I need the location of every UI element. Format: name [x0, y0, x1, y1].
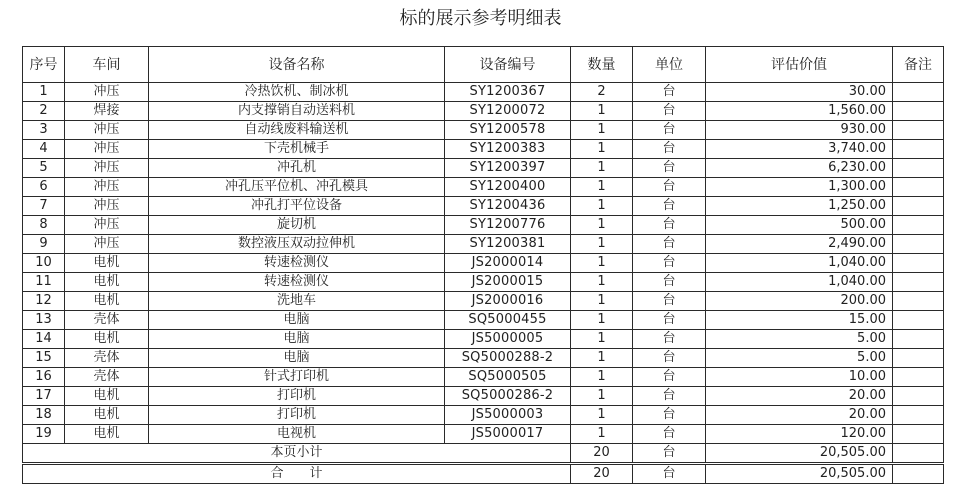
cell-workshop: 冲压 [65, 197, 149, 216]
cell-qty: 1 [571, 273, 633, 292]
cell-value: 500.00 [706, 216, 893, 235]
cell-qty: 1 [571, 349, 633, 368]
cell-code: SQ5000505 [445, 368, 571, 387]
cell-qty: 1 [571, 425, 633, 444]
cell-name: 电脑 [149, 330, 445, 349]
cell-note [893, 159, 944, 178]
cell-value: 6,230.00 [706, 159, 893, 178]
cell-unit: 台 [633, 159, 706, 178]
table-row [23, 330, 944, 349]
cell-code: JS2000014 [445, 254, 571, 273]
cell-code: JS5000017 [445, 425, 571, 444]
cell-unit: 台 [633, 121, 706, 140]
cell-note [893, 178, 944, 197]
cell-workshop: 壳体 [65, 349, 149, 368]
cell-no: 10 [23, 254, 65, 273]
cell-workshop: 冲压 [65, 216, 149, 235]
cell-note [893, 235, 944, 254]
total-note [893, 464, 944, 484]
cell-value: 30.00 [706, 83, 893, 102]
cell-value: 930.00 [706, 121, 893, 140]
cell-code: JS2000015 [445, 273, 571, 292]
subtotal-qty: 20 [571, 444, 633, 464]
cell-name: 下壳机械手 [149, 140, 445, 159]
subtotal-row [23, 444, 944, 464]
cell-qty: 1 [571, 387, 633, 406]
cell-code: SY1200397 [445, 159, 571, 178]
cell-workshop: 电机 [65, 387, 149, 406]
cell-code: JS5000005 [445, 330, 571, 349]
header-code: 设备编号 [445, 47, 571, 83]
total-qty: 20 [571, 464, 633, 484]
cell-qty: 2 [571, 83, 633, 102]
cell-value: 1,300.00 [706, 178, 893, 197]
cell-no: 5 [23, 159, 65, 178]
cell-unit: 台 [633, 330, 706, 349]
cell-qty: 1 [571, 159, 633, 178]
cell-code: SQ5000288-2 [445, 349, 571, 368]
cell-qty: 1 [571, 216, 633, 235]
cell-value: 2,490.00 [706, 235, 893, 254]
cell-name: 冲孔机 [149, 159, 445, 178]
cell-unit: 台 [633, 406, 706, 425]
cell-code: SY1200383 [445, 140, 571, 159]
cell-workshop: 电机 [65, 273, 149, 292]
cell-note [893, 292, 944, 311]
cell-no: 4 [23, 140, 65, 159]
cell-name: 打印机 [149, 406, 445, 425]
cell-no: 17 [23, 387, 65, 406]
header-unit: 单位 [633, 47, 706, 83]
subtotal-unit: 台 [633, 444, 706, 464]
cell-unit: 台 [633, 368, 706, 387]
cell-unit: 台 [633, 102, 706, 121]
cell-name: 内支撑销自动送料机 [149, 102, 445, 121]
total-label: 合 计 [23, 464, 571, 484]
cell-no: 7 [23, 197, 65, 216]
cell-note [893, 83, 944, 102]
table-row [23, 121, 944, 140]
total-value: 20,505.00 [706, 464, 893, 484]
cell-note [893, 197, 944, 216]
cell-unit: 台 [633, 387, 706, 406]
cell-no: 8 [23, 216, 65, 235]
table-row [23, 406, 944, 425]
cell-workshop: 电机 [65, 330, 149, 349]
cell-note [893, 349, 944, 368]
cell-name: 电视机 [149, 425, 445, 444]
cell-name: 自动线废料输送机 [149, 121, 445, 140]
cell-no: 1 [23, 83, 65, 102]
page-title: 标的展示参考明细表 [399, 8, 562, 29]
cell-value: 1,040.00 [706, 254, 893, 273]
cell-workshop: 电机 [65, 254, 149, 273]
cell-note [893, 273, 944, 292]
cell-code: SY1200367 [445, 83, 571, 102]
header-value: 评估价值 [706, 47, 893, 83]
cell-qty: 1 [571, 235, 633, 254]
cell-unit: 台 [633, 197, 706, 216]
table-row [23, 197, 944, 216]
cell-code: SY1200072 [445, 102, 571, 121]
cell-note [893, 311, 944, 330]
cell-value: 15.00 [706, 311, 893, 330]
cell-qty: 1 [571, 406, 633, 425]
cell-name: 洗地车 [149, 292, 445, 311]
subtotal-note [893, 444, 944, 464]
cell-qty: 1 [571, 311, 633, 330]
table-row [23, 387, 944, 406]
cell-unit: 台 [633, 178, 706, 197]
cell-workshop: 壳体 [65, 368, 149, 387]
cell-unit: 台 [633, 425, 706, 444]
cell-note [893, 406, 944, 425]
cell-value: 1,040.00 [706, 273, 893, 292]
cell-value: 3,740.00 [706, 140, 893, 159]
cell-workshop: 电机 [65, 406, 149, 425]
cell-no: 11 [23, 273, 65, 292]
table-row [23, 254, 944, 273]
detail-table [22, 46, 944, 484]
cell-code: JS2000016 [445, 292, 571, 311]
table-row [23, 292, 944, 311]
table-row [23, 140, 944, 159]
cell-no: 15 [23, 349, 65, 368]
cell-value: 200.00 [706, 292, 893, 311]
subtotal-label: 本页小计 [23, 444, 571, 464]
cell-value: 20.00 [706, 406, 893, 425]
table-row [23, 216, 944, 235]
header-no: 序号 [23, 47, 65, 83]
cell-note [893, 330, 944, 349]
cell-no: 13 [23, 311, 65, 330]
cell-name: 电脑 [149, 311, 445, 330]
cell-name: 旋切机 [149, 216, 445, 235]
table-row [23, 368, 944, 387]
cell-qty: 1 [571, 102, 633, 121]
cell-unit: 台 [633, 140, 706, 159]
cell-name: 电脑 [149, 349, 445, 368]
table-row [23, 273, 944, 292]
header-qty: 数量 [571, 47, 633, 83]
cell-code: SY1200381 [445, 235, 571, 254]
table-row [23, 102, 944, 121]
cell-workshop: 电机 [65, 292, 149, 311]
cell-code: SY1200776 [445, 216, 571, 235]
cell-note [893, 387, 944, 406]
cell-code: SQ5000286-2 [445, 387, 571, 406]
cell-value: 20.00 [706, 387, 893, 406]
table-body [23, 83, 944, 484]
cell-qty: 1 [571, 254, 633, 273]
table-row [23, 311, 944, 330]
header-note: 备注 [893, 47, 944, 83]
cell-note [893, 121, 944, 140]
cell-unit: 台 [633, 216, 706, 235]
cell-workshop: 冲压 [65, 178, 149, 197]
cell-no: 3 [23, 121, 65, 140]
cell-note [893, 140, 944, 159]
cell-qty: 1 [571, 197, 633, 216]
cell-note [893, 368, 944, 387]
cell-unit: 台 [633, 311, 706, 330]
cell-value: 1,560.00 [706, 102, 893, 121]
cell-code: SY1200400 [445, 178, 571, 197]
cell-workshop: 冲压 [65, 140, 149, 159]
table-row [23, 425, 944, 444]
cell-code: SQ5000455 [445, 311, 571, 330]
cell-name: 转速检测仪 [149, 273, 445, 292]
cell-workshop: 冲压 [65, 159, 149, 178]
cell-qty: 1 [571, 368, 633, 387]
total-row [23, 464, 944, 484]
cell-value: 1,250.00 [706, 197, 893, 216]
subtotal-value: 20,505.00 [706, 444, 893, 464]
cell-no: 14 [23, 330, 65, 349]
cell-workshop: 冲压 [65, 235, 149, 254]
table-row [23, 159, 944, 178]
cell-code: JS5000003 [445, 406, 571, 425]
cell-unit: 台 [633, 235, 706, 254]
table-row [23, 235, 944, 254]
cell-value: 5.00 [706, 330, 893, 349]
cell-name: 转速检测仪 [149, 254, 445, 273]
header-workshop: 车间 [65, 47, 149, 83]
table-row [23, 178, 944, 197]
cell-workshop: 电机 [65, 425, 149, 444]
cell-no: 18 [23, 406, 65, 425]
cell-name: 冲孔打平位设备 [149, 197, 445, 216]
header-name: 设备名称 [149, 47, 445, 83]
cell-no: 12 [23, 292, 65, 311]
cell-note [893, 425, 944, 444]
cell-code: SY1200436 [445, 197, 571, 216]
cell-unit: 台 [633, 292, 706, 311]
cell-value: 5.00 [706, 349, 893, 368]
cell-workshop: 冲压 [65, 121, 149, 140]
header-row [23, 47, 944, 83]
total-unit: 台 [633, 464, 706, 484]
cell-value: 120.00 [706, 425, 893, 444]
cell-qty: 1 [571, 330, 633, 349]
cell-note [893, 102, 944, 121]
table-row [23, 349, 944, 368]
cell-qty: 1 [571, 140, 633, 159]
cell-unit: 台 [633, 349, 706, 368]
cell-name: 数控液压双动拉伸机 [149, 235, 445, 254]
cell-note [893, 254, 944, 273]
cell-no: 6 [23, 178, 65, 197]
cell-name: 冲孔压平位机、冲孔模具 [149, 178, 445, 197]
cell-value: 10.00 [706, 368, 893, 387]
cell-workshop: 壳体 [65, 311, 149, 330]
cell-qty: 1 [571, 292, 633, 311]
cell-no: 9 [23, 235, 65, 254]
cell-no: 16 [23, 368, 65, 387]
cell-name: 针式打印机 [149, 368, 445, 387]
cell-qty: 1 [571, 178, 633, 197]
cell-unit: 台 [633, 254, 706, 273]
cell-workshop: 冲压 [65, 83, 149, 102]
table-row [23, 83, 944, 102]
cell-code: SY1200578 [445, 121, 571, 140]
cell-unit: 台 [633, 83, 706, 102]
cell-qty: 1 [571, 121, 633, 140]
cell-no: 19 [23, 425, 65, 444]
cell-name: 冷热饮机、制冰机 [149, 83, 445, 102]
cell-workshop: 焊接 [65, 102, 149, 121]
cell-name: 打印机 [149, 387, 445, 406]
cell-note [893, 216, 944, 235]
cell-unit: 台 [633, 273, 706, 292]
cell-no: 2 [23, 102, 65, 121]
